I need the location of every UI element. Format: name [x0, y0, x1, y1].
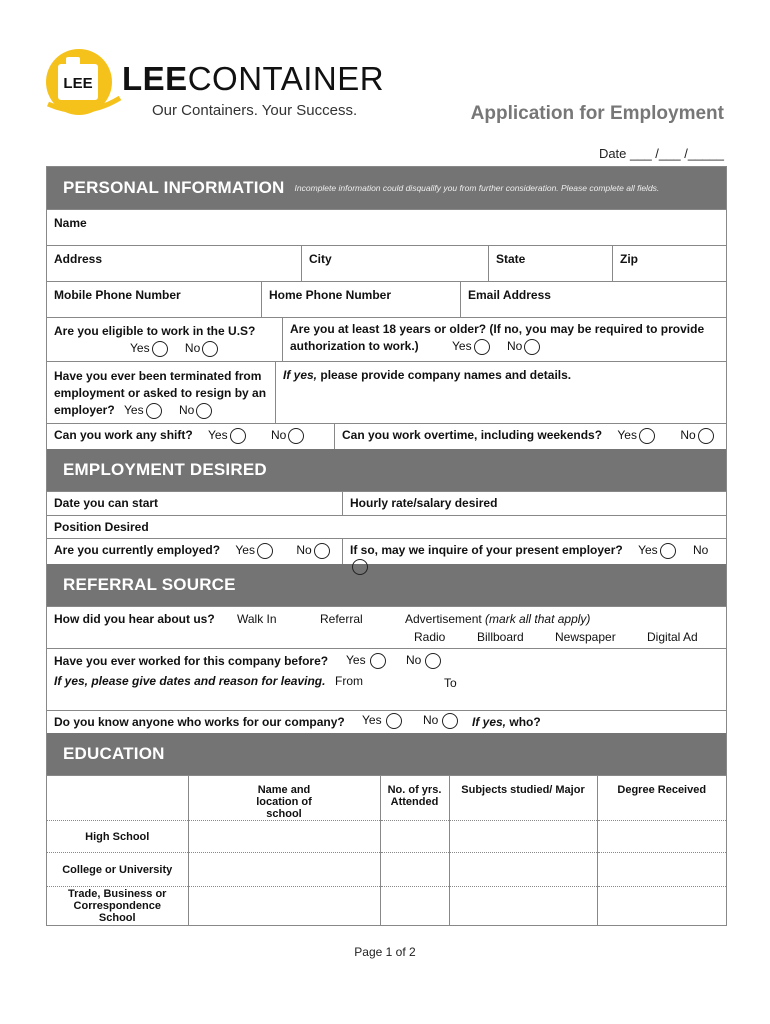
employed-no-radio[interactable] [314, 543, 330, 559]
know-yes-option [362, 713, 402, 729]
home-phone-field[interactable]: Home Phone Number [261, 282, 460, 317]
age-no-radio[interactable] [524, 339, 540, 355]
know-no-label: No [423, 713, 439, 728]
inquire-question: If so, may we inquire of your present employer? [350, 543, 623, 558]
know-no-radio[interactable] [442, 713, 458, 729]
subjects-cell[interactable] [449, 853, 597, 887]
city-field[interactable]: City [301, 246, 488, 281]
education-header-row [47, 776, 726, 821]
education-table [47, 775, 726, 925]
referral-section-header [47, 564, 726, 606]
position-field[interactable]: Position Desired [54, 520, 149, 534]
know-yes-radio[interactable] [386, 713, 402, 729]
employed-question: Are you currently employed? [54, 543, 221, 558]
worked-no-option [406, 653, 441, 669]
shift-question: Can you work any shift? [54, 428, 193, 443]
column-header-school: Name and location of school [188, 776, 380, 821]
years-cell[interactable] [380, 887, 449, 925]
option-digital-ad[interactable]: Digital Ad [647, 630, 698, 644]
tagline: Our Containers. Your Success. [152, 102, 358, 119]
mobile-phone-field[interactable]: Mobile Phone Number [54, 288, 181, 302]
know-who-label: who? [509, 715, 541, 729]
inquire-yes-radio[interactable] [660, 543, 676, 559]
worked-yes-option [346, 653, 386, 669]
advertisement-text: Advertisement [405, 612, 482, 626]
terminated-yes-label: Yes [124, 403, 144, 417]
know-question: Do you know anyone who works for our company? [54, 715, 345, 729]
know-ifyes: If yes, [472, 715, 507, 729]
eligible-yes-label: Yes [130, 341, 150, 356]
section-title: EDUCATION [63, 744, 165, 763]
employed-cell [47, 539, 342, 564]
employed-yes-label: Yes [235, 543, 255, 558]
section-note: Incomplete information could disqualify you from further consideration. Please complete all fields. [294, 183, 660, 193]
worked-detail: If yes, please give dates and reason for leaving. [54, 674, 326, 688]
terminated-no-label: No [178, 403, 195, 417]
state-field[interactable]: State [488, 246, 612, 281]
inquire-cell [342, 539, 726, 564]
inquire-no-label: No [693, 543, 709, 558]
salary-field[interactable]: Hourly rate/salary desired [342, 492, 726, 515]
worked-from-field[interactable]: From [335, 674, 363, 688]
school-name-cell[interactable] [188, 853, 380, 887]
years-cell[interactable] [380, 853, 449, 887]
know-anyone-row [47, 710, 726, 733]
option-billboard[interactable]: Billboard [477, 630, 524, 644]
degree-cell[interactable] [597, 821, 726, 853]
start-date-field[interactable]: Date you can start [54, 496, 159, 510]
eligible-no-radio[interactable] [202, 341, 218, 357]
subjects-cell[interactable] [449, 887, 597, 925]
how-question: How did you hear about us? [54, 612, 215, 626]
overtime-question: Can you work overtime, including weekends? [342, 428, 603, 443]
shift-no-label: No [270, 428, 287, 443]
terminated-ifyes: If yes, [283, 368, 318, 382]
eligible-cell [47, 318, 282, 361]
column-header-subjects: Subjects studied/ Major [449, 776, 597, 821]
terminated-no-radio[interactable] [196, 403, 212, 419]
worked-yes-radio[interactable] [370, 653, 386, 669]
terminated-yes-radio[interactable] [146, 403, 162, 419]
eligible-yes-radio[interactable] [152, 341, 168, 357]
section-title: PERSONAL INFORMATION [63, 178, 285, 197]
know-no-option [423, 713, 458, 729]
option-radio[interactable]: Radio [414, 630, 446, 644]
worked-before-row [47, 648, 726, 710]
section-title: REFERRAL SOURCE [63, 575, 236, 594]
shift-no-radio[interactable] [288, 428, 304, 444]
brand-light: CONTAINER [187, 60, 385, 97]
terminated-question: Have you ever been terminated from employment or asked to resign by an employer? [54, 369, 267, 417]
terminated-cell [47, 362, 275, 423]
column-header-degree: Degree Received [597, 776, 726, 821]
worked-question: Have you ever worked for this company before? [54, 654, 329, 668]
page-number: Page 1 of 2 [354, 945, 416, 959]
brand-name [122, 60, 384, 98]
option-referral[interactable]: Referral [320, 612, 363, 626]
date-field[interactable]: Date ___ /___ /_____ [598, 146, 724, 161]
mark-all-note: (mark all that apply) [485, 612, 591, 626]
table-row [47, 853, 726, 887]
referral-source-row [47, 606, 726, 648]
inquire-no-radio[interactable] [352, 559, 368, 575]
row-label-high-school: High School [47, 821, 188, 853]
table-row [47, 887, 726, 925]
education-header-blank [47, 776, 188, 821]
age-yes-label: Yes [452, 339, 472, 353]
years-cell[interactable] [380, 821, 449, 853]
personal-section-header [47, 167, 726, 209]
shift-yes-radio[interactable] [230, 428, 246, 444]
overtime-yes-label: Yes [617, 428, 637, 443]
overtime-no-radio[interactable] [698, 428, 714, 444]
advertisement-label [405, 612, 590, 626]
degree-cell[interactable] [597, 887, 726, 925]
school-name-cell[interactable] [188, 821, 380, 853]
education-section-header [47, 733, 726, 775]
column-header-years: No. of yrs. Attended [380, 776, 449, 821]
worked-to-field[interactable]: To [444, 676, 457, 690]
employed-no-label: No [296, 543, 312, 558]
overtime-no-label: No [680, 428, 696, 443]
overtime-cell [334, 424, 726, 449]
option-newspaper[interactable]: Newspaper [555, 630, 616, 644]
degree-cell[interactable] [597, 853, 726, 887]
know-yes-label: Yes [362, 713, 382, 728]
overtime-yes-radio[interactable] [639, 428, 655, 444]
table-row [47, 821, 726, 853]
terminated-details-field[interactable] [275, 362, 726, 423]
name-field[interactable]: Name [54, 216, 87, 230]
know-who-field[interactable] [472, 715, 541, 729]
row-label-trade: Trade, Business or Correspondence School [47, 887, 188, 925]
worked-yes-label: Yes [346, 653, 366, 668]
age-yes-radio[interactable] [474, 339, 490, 355]
employment-section-header [47, 449, 726, 491]
address-field[interactable]: Address [54, 252, 103, 266]
eligible-question: Are you eligible to work in the U.S? [54, 324, 256, 338]
subjects-cell[interactable] [449, 821, 597, 853]
age-cell [282, 318, 726, 361]
age-question: Are you at least 18 years or older? (If no, you may be required to provide authorization to work.) [290, 322, 705, 353]
row-label-college: College or University [47, 853, 188, 887]
brand-bold: LEE [122, 60, 188, 97]
page-title: Application for Employment [470, 103, 724, 124]
age-no-label: No [506, 339, 523, 353]
application-form [46, 166, 727, 926]
company-logo [44, 46, 394, 126]
inquire-yes-label: Yes [638, 543, 658, 558]
option-walk-in[interactable]: Walk In [237, 612, 277, 626]
section-title: EMPLOYMENT DESIRED [63, 460, 267, 479]
shift-cell [47, 424, 334, 449]
employed-yes-radio[interactable] [257, 543, 273, 559]
school-name-cell[interactable] [188, 887, 380, 925]
worked-no-label: No [406, 653, 422, 668]
terminated-detail-label: please provide company names and details. [320, 368, 572, 382]
worked-no-radio[interactable] [425, 653, 441, 669]
email-field[interactable]: Email Address [460, 282, 726, 317]
eligible-no-label: No [184, 341, 201, 356]
shift-yes-label: Yes [208, 428, 228, 443]
logo-badge-text: LEE [63, 75, 93, 92]
zip-field[interactable]: Zip [612, 246, 726, 281]
